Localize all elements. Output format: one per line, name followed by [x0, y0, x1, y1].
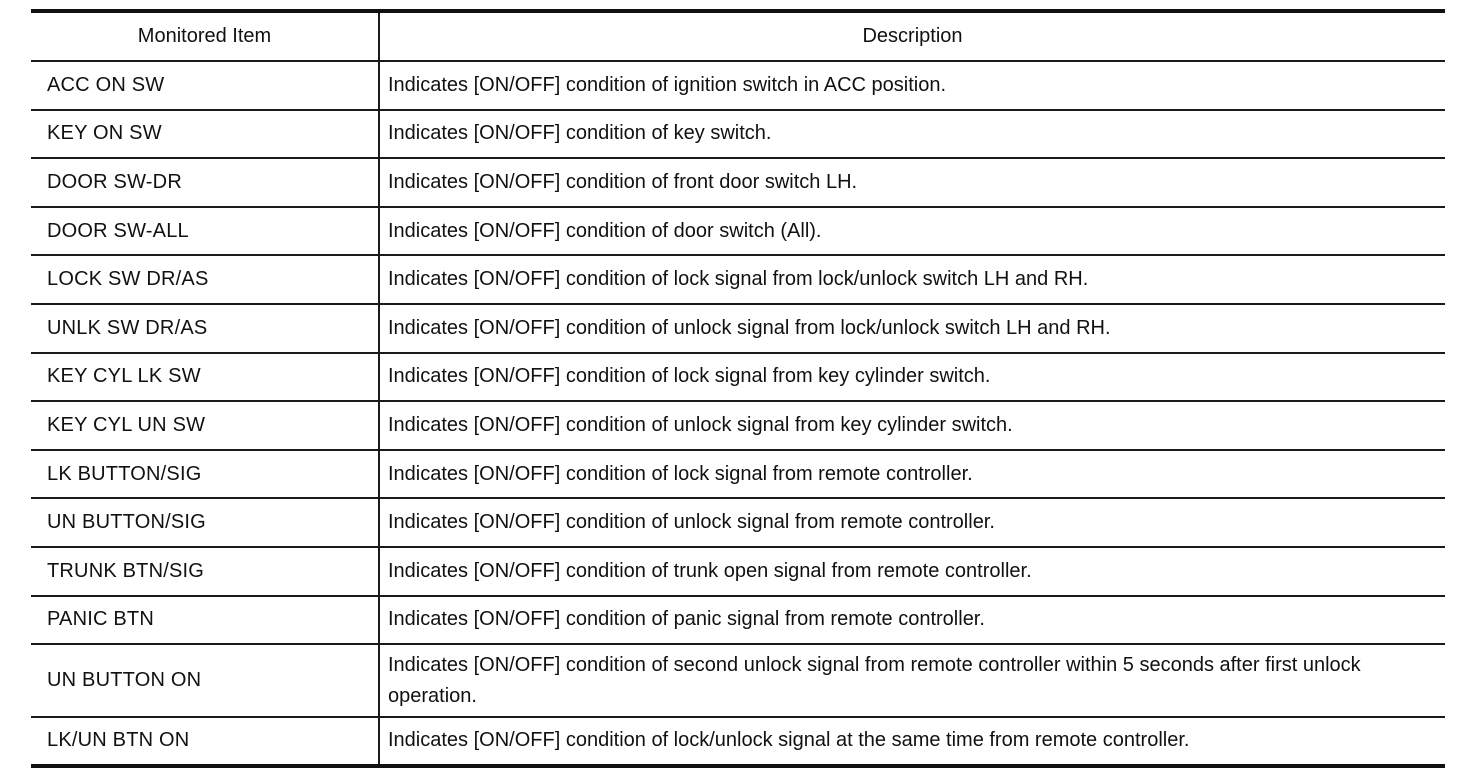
row-item: UN BUTTON/SIG — [31, 498, 379, 547]
row-description: Indicates [ON/OFF] condition of lock signal from lock/unlock switch LH and RH. — [379, 255, 1445, 304]
row-item: DOOR SW-DR — [31, 158, 379, 207]
row-description: Indicates [ON/OFF] condition of unlock signal from remote controller. — [379, 498, 1445, 547]
table-row — [31, 644, 1445, 717]
row-item: KEY CYL LK SW — [31, 353, 379, 402]
row-description: Indicates [ON/OFF] condition of panic signal from remote controller. — [379, 596, 1445, 645]
row-item: PANIC BTN — [31, 596, 379, 645]
table-row — [31, 61, 1445, 110]
table-row — [31, 304, 1445, 353]
row-description: Indicates [ON/OFF] condition of lock/unlock signal at the same time from remote controller. — [379, 717, 1445, 766]
row-description: Indicates [ON/OFF] condition of key switch. — [379, 110, 1445, 159]
table-body — [31, 61, 1445, 766]
row-item: ACC ON SW — [31, 61, 379, 110]
row-item: TRUNK BTN/SIG — [31, 547, 379, 596]
row-description: Indicates [ON/OFF] condition of unlock signal from key cylinder switch. — [379, 401, 1445, 450]
monitored-items-table-container — [31, 9, 1445, 768]
row-description: Indicates [ON/OFF] condition of lock signal from key cylinder switch. — [379, 353, 1445, 402]
row-item: LK/UN BTN ON — [31, 717, 379, 766]
table-row — [31, 547, 1445, 596]
row-description: Indicates [ON/OFF] condition of unlock signal from lock/unlock switch LH and RH. — [379, 304, 1445, 353]
table-row — [31, 717, 1445, 766]
header-monitored-item: Monitored Item — [31, 11, 379, 61]
table-row — [31, 353, 1445, 402]
row-item: DOOR SW-ALL — [31, 207, 379, 256]
row-description: Indicates [ON/OFF] condition of lock signal from remote controller. — [379, 450, 1445, 499]
row-description: Indicates [ON/OFF] condition of door switch (All). — [379, 207, 1445, 256]
table-row — [31, 498, 1445, 547]
table-row — [31, 255, 1445, 304]
row-description: Indicates [ON/OFF] condition of front door switch LH. — [379, 158, 1445, 207]
row-item: LK BUTTON/SIG — [31, 450, 379, 499]
header-row — [31, 11, 1445, 61]
row-item: UNLK SW DR/AS — [31, 304, 379, 353]
table-row — [31, 401, 1445, 450]
table-header — [31, 11, 1445, 61]
row-description: Indicates [ON/OFF] condition of second unlock signal from remote controller within 5 seconds after first unlock operation. — [379, 644, 1445, 717]
row-description: Indicates [ON/OFF] condition of trunk open signal from remote controller. — [379, 547, 1445, 596]
row-item: KEY ON SW — [31, 110, 379, 159]
row-item: UN BUTTON ON — [31, 644, 379, 717]
row-description: Indicates [ON/OFF] condition of ignition switch in ACC position. — [379, 61, 1445, 110]
header-description: Description — [379, 11, 1445, 61]
monitored-items-table — [31, 9, 1445, 768]
table-row — [31, 110, 1445, 159]
table-row — [31, 207, 1445, 256]
table-row — [31, 450, 1445, 499]
table-row — [31, 158, 1445, 207]
row-item: LOCK SW DR/AS — [31, 255, 379, 304]
row-item: KEY CYL UN SW — [31, 401, 379, 450]
table-row — [31, 596, 1445, 645]
